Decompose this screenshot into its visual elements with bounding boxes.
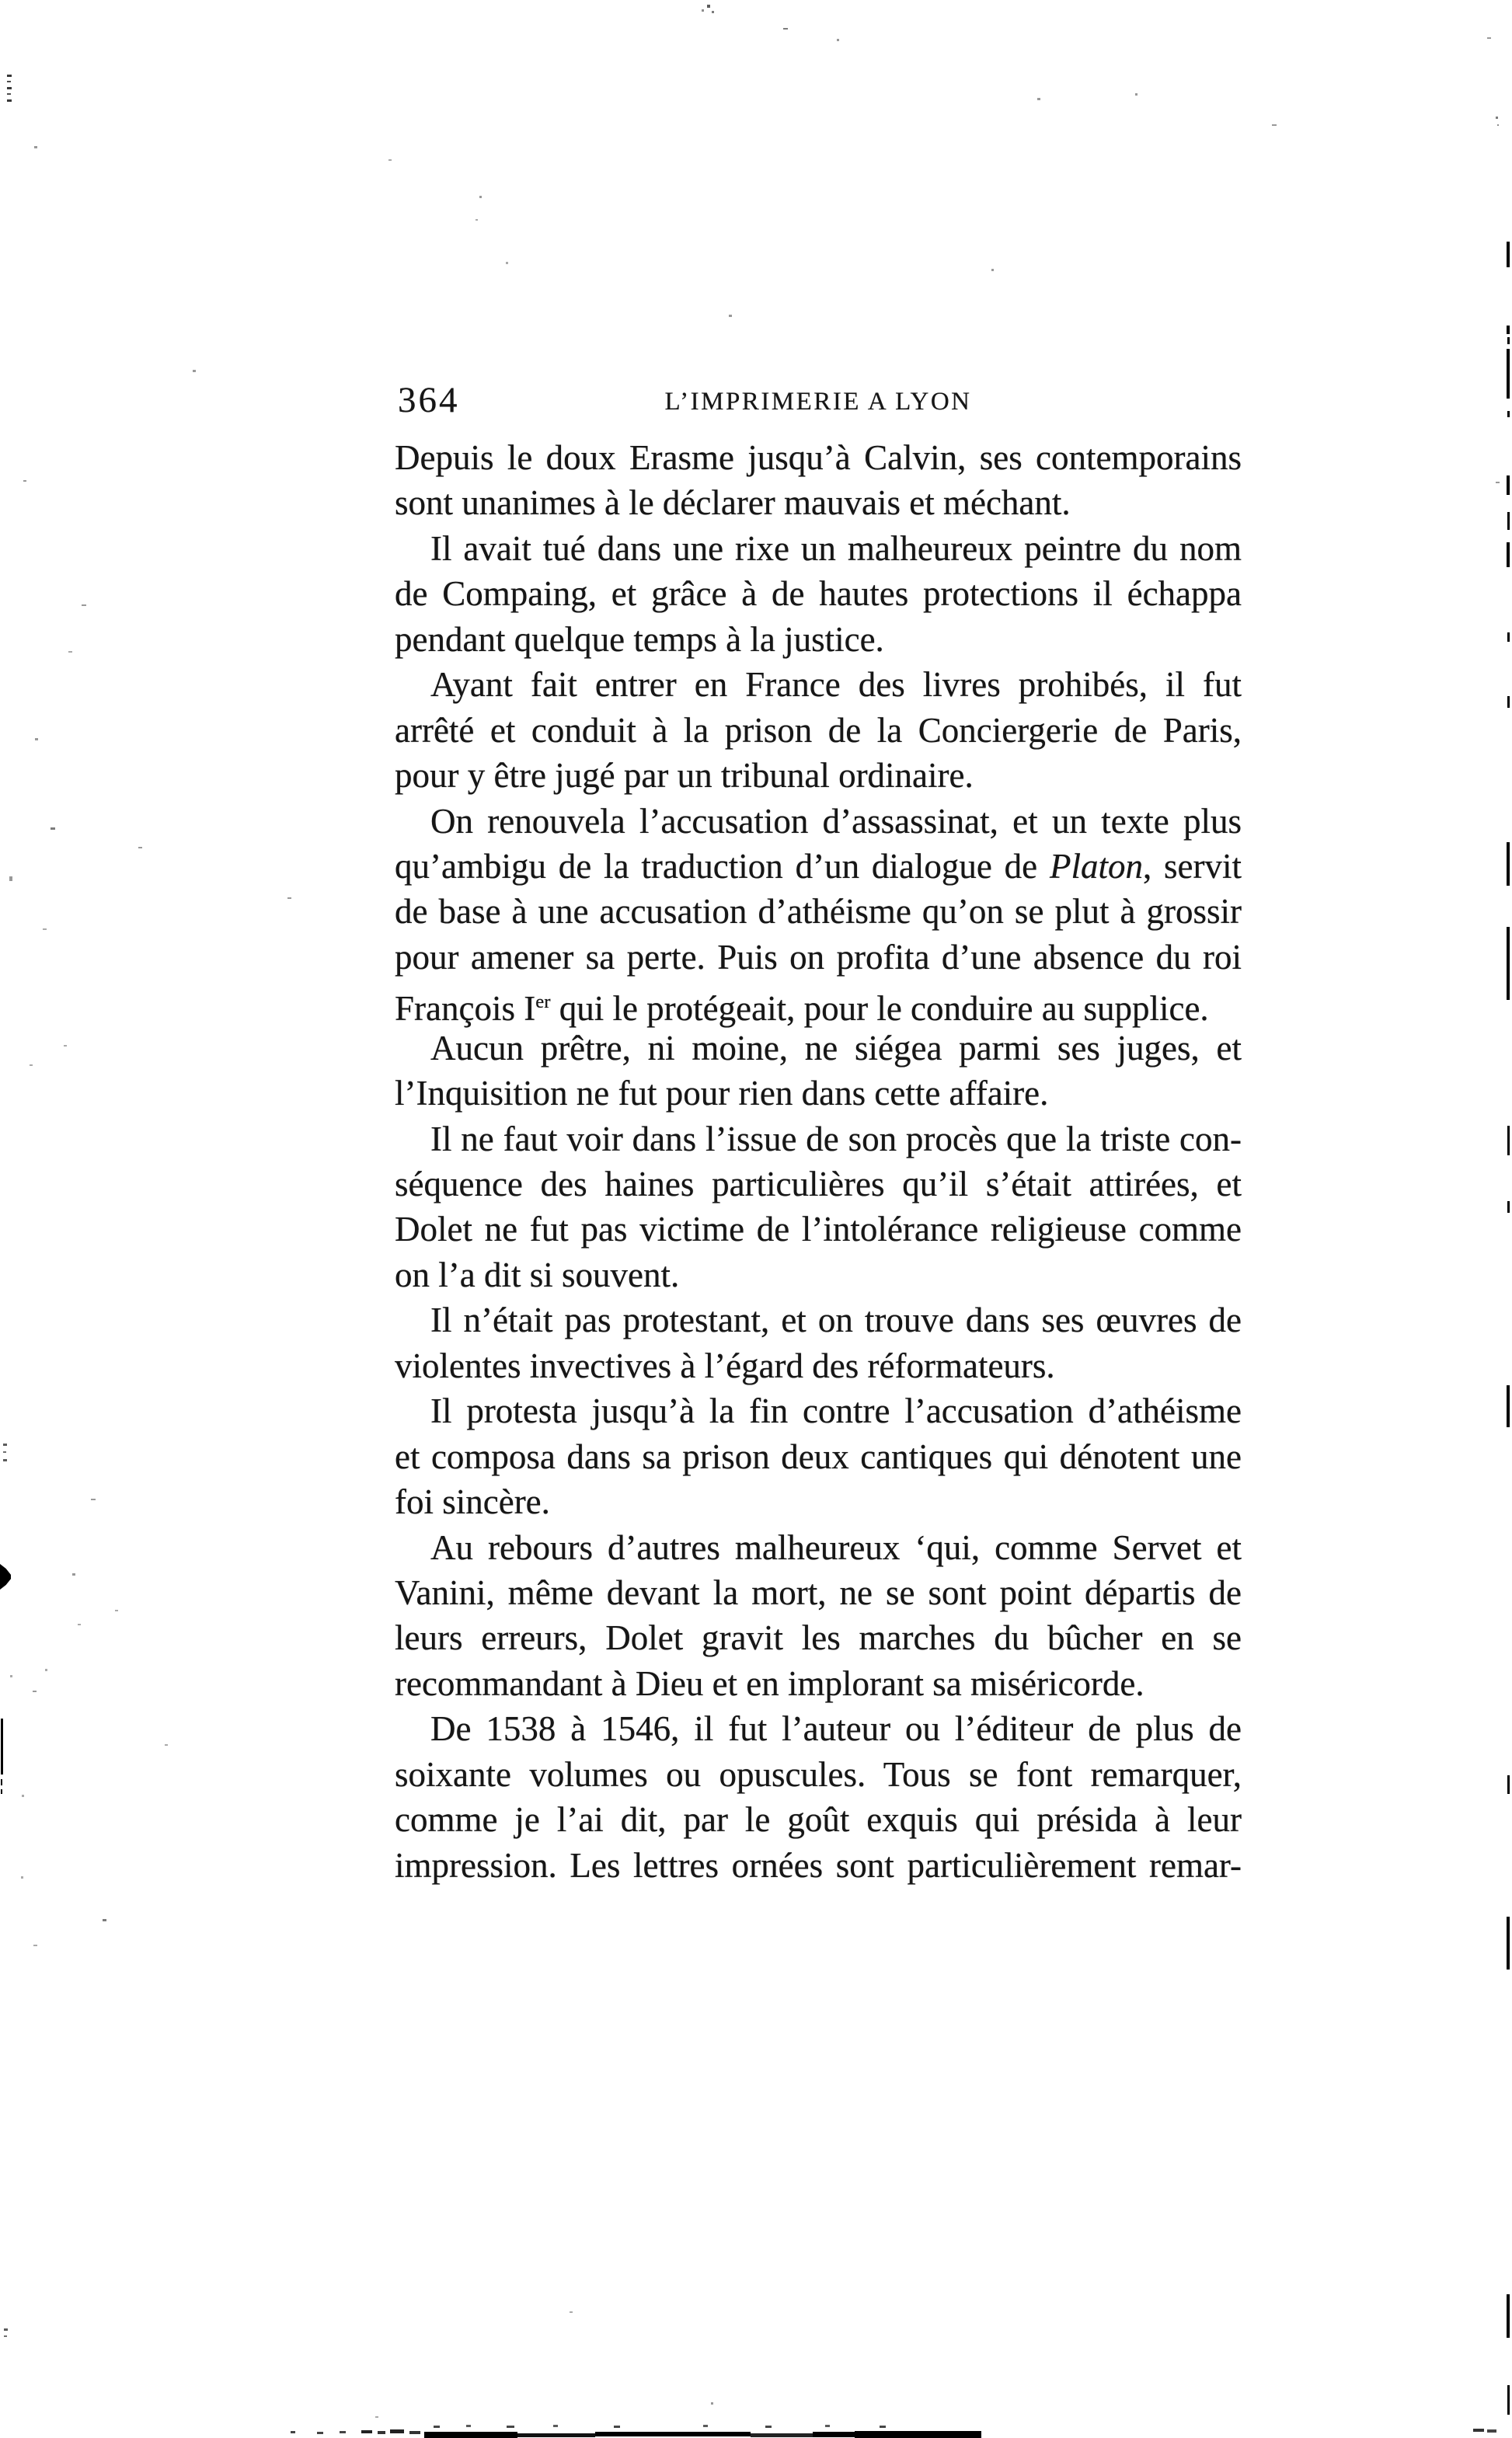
- scan-artifact: [479, 196, 482, 198]
- scan-artifact: [9, 876, 12, 881]
- text-line: Il protesta jusqu’à la fin contre l’accusation d’athéisme: [430, 1391, 1242, 1431]
- text-line: soixante volumes ou opuscules. Tous se font remarquer,: [395, 1754, 1242, 1794]
- scan-artifact: [72, 1573, 75, 1576]
- text-line: séquence des haines particulières qu’il s’était attirées, et: [395, 1165, 1242, 1203]
- scan-artifact: [409, 2431, 420, 2434]
- scan-artifact: [390, 2429, 404, 2433]
- scan-artifact: [837, 39, 839, 41]
- scan-artifact: [91, 1499, 96, 1500]
- page-number: 364: [398, 380, 460, 420]
- scan-artifact: [4, 2328, 8, 2331]
- scan-artifact: [375, 2416, 378, 2418]
- scan-artifact: [1507, 927, 1510, 1000]
- scan-artifact: [1507, 2385, 1510, 2415]
- text-block: [395, 435, 1242, 1888]
- scan-artifact: [1272, 124, 1277, 126]
- scan-artifact: [1507, 242, 1510, 267]
- scan-artifact: [115, 1610, 118, 1611]
- scan-artifact: [1497, 124, 1499, 126]
- text-line: Vanini, même devant la mort, ne se sont point départis de: [395, 1573, 1242, 1612]
- scan-artifact: [43, 928, 47, 930]
- scan-artifact: [1507, 842, 1510, 886]
- scan-artifact: [35, 738, 38, 740]
- scan-artifact: [506, 262, 508, 264]
- scan-artifact: [361, 2430, 372, 2433]
- scan-artifact: [1507, 696, 1510, 708]
- scan-artifact: [138, 847, 142, 848]
- scan-artifact: [3, 1459, 7, 1461]
- scan-artifact: [1507, 1126, 1510, 1155]
- scan-artifact: [7, 75, 12, 77]
- text-line: pour y être jugé par un tribunal ordinaire.: [395, 756, 974, 796]
- scan-artifact: [1507, 1775, 1510, 1794]
- scan-artifact: [33, 1691, 37, 1692]
- text-line: Il avait tué dans une rixe un malheureux peintre du nom: [430, 528, 1242, 568]
- scan-artifact: [1, 1789, 2, 1794]
- scan-artifact: [1507, 1201, 1510, 1213]
- text-line: Il ne faut voir dans l’issue de son procès que la triste con-: [430, 1119, 1242, 1158]
- scan-artifact: [287, 897, 291, 899]
- text-line: Aucun prêtre, ni moine, ne siégea parmi ses juges, et: [430, 1028, 1242, 1067]
- scan-artifact: [82, 604, 86, 606]
- scan-artifact: [729, 315, 732, 317]
- scan-artifact: [3, 1444, 7, 1446]
- text-line: Depuis le doux Erasme jusqu’à Calvin, ses contemporains: [395, 438, 1242, 477]
- scan-artifact: [476, 219, 478, 221]
- scan-artifact: [855, 2431, 981, 2438]
- scan-artifact: [388, 159, 392, 161]
- scan-artifact: [1507, 1917, 1510, 1970]
- scan-artifact: [68, 651, 72, 653]
- scan-artifact: [507, 2426, 514, 2428]
- scan-artifact: [765, 2426, 772, 2428]
- text-line: comme je l’ai dit, par le goût exquis qui présida à leur: [395, 1800, 1242, 1840]
- scan-artifact: [1507, 326, 1510, 334]
- scan-artifact: [880, 2426, 886, 2428]
- scan-artifact: [21, 1876, 23, 1879]
- scan-artifact: [7, 87, 12, 89]
- scan-artifact: [707, 5, 710, 8]
- scan-artifact: [813, 2432, 859, 2437]
- scan-artifact: [424, 2432, 517, 2438]
- text-line: pendant quelque temps à la justice.: [395, 619, 884, 659]
- scan-artifact: [1507, 542, 1510, 567]
- scan-artifact: [517, 2433, 595, 2437]
- scan-artifact: [291, 2431, 295, 2433]
- scan-artifact: [703, 2425, 708, 2427]
- text-run: François I: [395, 989, 536, 1029]
- scan-artifact: [1507, 337, 1510, 344]
- scan-artifact: [783, 28, 788, 30]
- text-line: violentes invectives à l’égard des réformateurs.: [395, 1346, 1055, 1385]
- text-line: sont unanimes à le déclarer mauvais et méchant.: [395, 483, 1071, 523]
- scan-artifact: [825, 2425, 830, 2427]
- scan-artifact: [553, 2425, 558, 2427]
- scan-artifact: [1496, 482, 1500, 483]
- text-sup: er: [535, 991, 551, 1013]
- scan-artifact: [30, 1064, 33, 1066]
- scan-artifact: [103, 1919, 106, 1921]
- scan-artifact: [1507, 512, 1510, 530]
- scan-artifact: [1487, 2429, 1496, 2433]
- text-line: arrêté et conduit à la prison de la Conciergerie de Paris,: [395, 710, 1242, 750]
- text-line: De 1538 à 1546, il fut l’auteur ou l’éditeur de plus de: [430, 1709, 1242, 1749]
- scan-artifact: [64, 1045, 67, 1047]
- scan-artifact: [4, 2335, 7, 2337]
- scan-artifact: [702, 9, 704, 12]
- scan-artifact: [1496, 117, 1498, 119]
- text-line: On renouvela l’accusation d’assassinat, et un texte plus: [430, 801, 1242, 841]
- scan-artifact: [0, 1564, 11, 1590]
- text-line: pour amener sa perte. Puis on profita d’une absence du roi: [395, 937, 1242, 977]
- scan-artifact: [1507, 411, 1510, 417]
- scan-artifact: [22, 1795, 24, 1797]
- scan-artifact: [378, 2431, 385, 2434]
- scan-artifact: [34, 146, 37, 148]
- scan-artifact: [1135, 93, 1137, 96]
- scan-artifact: [595, 2432, 751, 2436]
- text-line: leurs erreurs, Dolet gravit les marches du bûcher en se: [395, 1618, 1242, 1658]
- scan-artifact: [1507, 1385, 1510, 1427]
- scan-artifact: [466, 2425, 471, 2427]
- scan-artifact: [991, 269, 994, 271]
- running-header-title: L’IMPRIMERIE A LYON: [664, 388, 972, 416]
- scan-artifact: [1473, 2429, 1484, 2432]
- scan-artifact: [434, 2426, 440, 2428]
- scan-artifact: [570, 2311, 573, 2313]
- scan-artifact: [1, 1779, 2, 1785]
- text-line: on l’a dit si souvent.: [395, 1255, 680, 1294]
- scan-artifact: [751, 2433, 813, 2437]
- scan-artifact: [1, 1719, 3, 1775]
- text-run: qu’ambigu de la traduction d’un dialogue de: [395, 846, 1050, 886]
- scan-artifact: [165, 1744, 168, 1746]
- scan-artifact: [51, 827, 55, 830]
- scan-artifact: [1507, 349, 1510, 399]
- text-line: Il n’était pas protestant, et on trouve dans ses œuvres de: [430, 1301, 1242, 1340]
- text-run: qui le protégeait, pour le conduire au supplice.: [550, 989, 1209, 1029]
- text-line: [395, 980, 1242, 1029]
- scan-artifact: [7, 93, 11, 95]
- scan-artifact: [193, 370, 196, 372]
- text-line: et composa dans sa prison deux cantiques qui dénotent une: [395, 1437, 1242, 1476]
- text-line: impression. Les lettres ornées sont particulièrement remar-: [395, 1845, 1242, 1885]
- scan-artifact: [1507, 2294, 1510, 2338]
- scan-artifact: [7, 99, 12, 102]
- scan-artifact: [712, 11, 714, 13]
- text-line: Au rebours d’autres malheureux ‘qui, comme Servet et: [430, 1527, 1242, 1567]
- text-line: foi sincère.: [395, 1482, 550, 1522]
- scan-artifact: [1507, 632, 1510, 642]
- scan-artifact: [3, 1451, 6, 1453]
- scan-artifact: [78, 1624, 81, 1625]
- text-run: , servit: [1142, 846, 1242, 886]
- text-line: de Compaing, et grâce à de hautes protections il échappa: [395, 574, 1242, 614]
- text-italic: Platon: [1049, 846, 1143, 886]
- text-line: l’Inquisition ne fut pour rien dans cette affaire.: [395, 1074, 1049, 1113]
- text-line: de base à une accusation d’athéisme qu’on se plut à grossir: [395, 892, 1242, 932]
- scan-artifact: [317, 2432, 323, 2434]
- scan-artifact: [1037, 98, 1040, 100]
- text-line: [395, 844, 1242, 889]
- text-line: Dolet ne fut pas victime de l’intolérance religieuse comme: [395, 1210, 1242, 1249]
- scan-artifact: [711, 2402, 713, 2405]
- scan-artifact: [1507, 475, 1510, 495]
- scan-artifact: [7, 81, 11, 82]
- scan-artifact: [10, 1675, 12, 1677]
- scan-artifact: [340, 2431, 346, 2433]
- scan-artifact: [23, 480, 26, 482]
- scan-artifact: [33, 1945, 37, 1946]
- running-head: [395, 382, 1242, 421]
- scan-artifact: [614, 2426, 620, 2428]
- text-line: recommandant à Dieu et en implorant sa miséricorde.: [395, 1663, 1144, 1703]
- scan-artifact: [45, 1669, 47, 1671]
- scan-artifact: [1487, 37, 1491, 39]
- text-line: Ayant fait entrer en France des livres prohibés, il fut: [430, 665, 1242, 705]
